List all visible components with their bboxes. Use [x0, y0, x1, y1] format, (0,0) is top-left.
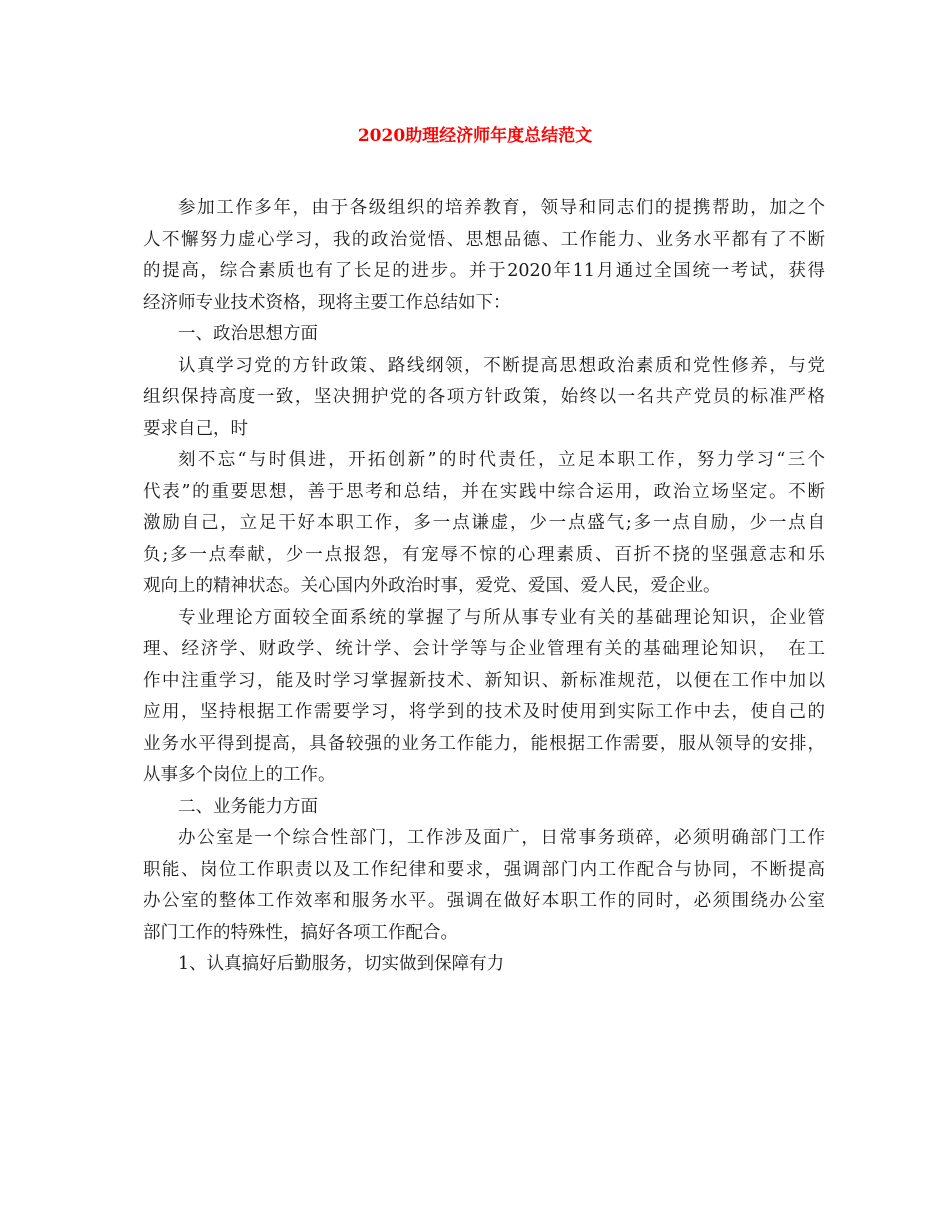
paragraph-line: 人不懈努力虚心学习，我的政治觉悟、思想品德、工作能力、业务水平都有了不断: [143, 229, 825, 250]
paragraph-line: 应用，坚持根据工作需要学习，将学到的技术及时使用到实际工作中去，使自己的: [143, 702, 825, 722]
paragraph-line: 代表”的重要思想，善于思考和总结，并在实践中综合运用，政治立场坚定。不断: [143, 481, 825, 502]
paragraph-line: 业务水平得到提高，具备较强的业务工作能力，能根据工作需要，服从领导的安排，: [143, 733, 825, 754]
paragraph-line: 从事多个岗位上的工作。: [143, 765, 336, 785]
paragraph-line: 作中注重学习，能及时学习掌握新技术、新知识、新标准规范，以便在工作中加以: [143, 670, 825, 691]
paragraph-line: 刻不忘“与时俱进，开拓创新”的时代责任，立足本职工作，努力学习“三个: [178, 450, 825, 470]
paragraph-line: 要求自己，时: [143, 418, 248, 439]
document-title: 2020助理经济师年度总结范文: [357, 126, 593, 146]
paragraph-line: 1、认真搞好后勤服务，切实做到保障有力: [178, 954, 505, 974]
paragraph-line: 专业理论方面较全面系统的掌握了与所从事专业有关的基础理论知识，企业管: [178, 607, 825, 628]
paragraph-line: 办公室是一个综合性部门，工作涉及面广，日常事务琐碎，必须明确部门工作: [178, 828, 825, 848]
paragraph-line: 组织保持高度一致，坚决拥护党的各项方针政策，始终以一名共产党员的标准严格: [143, 387, 825, 407]
paragraph-line: 职能、岗位工作职责以及工作纪律和要求，强调部门内工作配合与协同，不断提高: [143, 859, 825, 880]
paragraph-line: 认真学习党的方针政策、路线纲领，不断提高思想政治素质和党性修养，与党: [178, 355, 825, 376]
paragraph-line: 办公室的整体工作效率和服务水平。强调在做好本职工作的同时，必须围绕办公室: [143, 891, 825, 911]
paragraph-line: 部门工作的特殊性，搞好各项工作配合。: [143, 922, 458, 943]
paragraph-line: 理、经济学、财政学、统计学、会计学等与企业管理有关的基础理论知识， 在工: [143, 639, 825, 659]
paragraph-line: 激励自己，立足干好本职工作，多一点谦虚，少一点盛气;多一点自励，少一点自: [143, 513, 825, 533]
paragraph-line: 负;多一点奉献，少一点报怨，有宠辱不惊的心理素质、百折不挠的坚强意志和乐: [143, 544, 825, 565]
paragraph-line: 一、政治思想方面: [178, 324, 318, 344]
paragraph-line: 的提高，综合素质也有了长足的进步。并于2020年11月通过全国统一考试，获得: [143, 261, 825, 281]
paragraph-line: 二、业务能力方面: [178, 796, 318, 817]
paragraph-line: 经济师专业技术资格，现将主要工作总结如下：: [143, 292, 511, 313]
paragraph-line: 观向上的精神状态。关心国内外政治时事，爱党、爱国、爱人民，爱企业。: [143, 576, 721, 596]
paragraph-line: 参加工作多年，由于各级组织的培养教育，领导和同志们的提携帮助，加之个: [178, 198, 825, 218]
document-body: [143, 193, 825, 981]
